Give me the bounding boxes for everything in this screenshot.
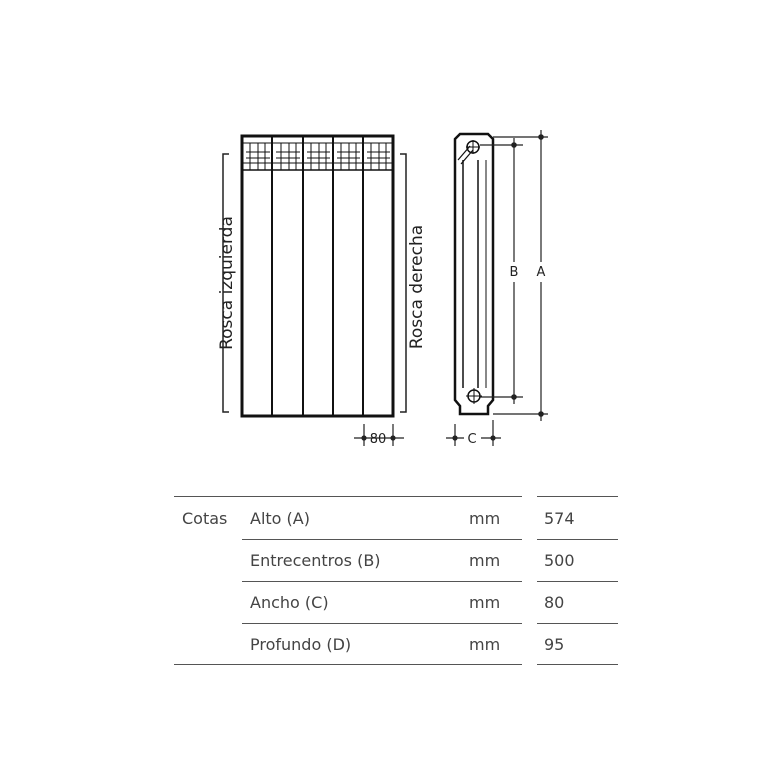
row-rule xyxy=(242,623,522,624)
right-thread-label: Rosca derecha xyxy=(407,224,427,350)
row-unit-ancho: mm xyxy=(469,593,501,612)
value-top-rule xyxy=(537,496,618,497)
row-value-entrecentros: 500 xyxy=(544,551,575,570)
value-bottom-rule xyxy=(537,664,618,665)
row-label-profundo: Profundo (D) xyxy=(250,635,352,654)
width-dimension-label: 80 xyxy=(369,432,387,447)
value-rule xyxy=(537,581,618,582)
table-top-rule xyxy=(174,496,522,497)
row-unit-alto: mm xyxy=(469,509,501,528)
left-thread-label: Rosca izquierda xyxy=(217,216,237,350)
row-label-alto: Alto (A) xyxy=(250,509,310,528)
dimension-c-label: C xyxy=(467,432,477,447)
row-unit-entrecentros: mm xyxy=(469,551,501,570)
row-unit-profundo: mm xyxy=(469,635,501,654)
row-value-alto: 574 xyxy=(544,509,575,528)
table-bottom-rule xyxy=(174,664,522,665)
dimension-b-label: B xyxy=(509,265,519,280)
row-label-ancho: Ancho (C) xyxy=(250,593,329,612)
value-rule xyxy=(537,539,618,540)
row-value-ancho: 80 xyxy=(544,593,565,612)
row-rule xyxy=(242,539,522,540)
row-value-profundo: 95 xyxy=(544,635,565,654)
table-group-label: Cotas xyxy=(182,509,228,528)
row-label-entrecentros: Entrecentros (B) xyxy=(250,551,381,570)
value-rule xyxy=(537,623,618,624)
dimension-a-label: A xyxy=(536,265,546,280)
row-rule xyxy=(242,581,522,582)
